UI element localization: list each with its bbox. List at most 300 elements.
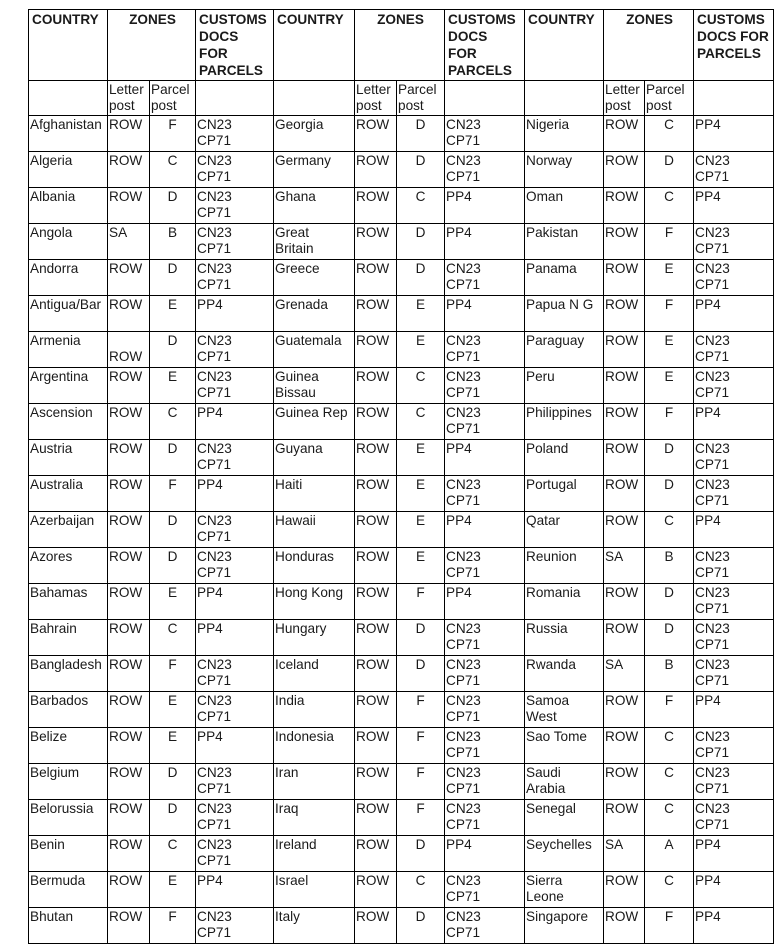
country-cell: Ghana	[274, 188, 355, 224]
parcel-post-cell: E	[150, 728, 196, 764]
country-cell: Iraq	[274, 800, 355, 836]
parcel-post-cell: C	[150, 152, 196, 188]
customs-docs-cell: CN23 CP71	[445, 260, 525, 296]
country-cell: Norway	[525, 152, 604, 188]
parcel-post-cell: C	[397, 368, 445, 404]
customs-docs-cell: CN23 CP71	[445, 908, 525, 944]
customs-docs-cell: CN23 CP71	[445, 872, 525, 908]
letter-post-cell: ROW	[604, 368, 645, 404]
zones-header: ZONES	[604, 10, 694, 81]
parcel-post-cell: F	[397, 584, 445, 620]
parcel-post-cell: E	[150, 296, 196, 332]
customs-docs-cell: CN23 CP71	[694, 224, 774, 260]
customs-docs-cell: PP4	[694, 836, 774, 872]
country-cell: Panama	[525, 260, 604, 296]
parcel-post-cell: D	[397, 260, 445, 296]
parcel-post-cell: D	[150, 332, 196, 368]
country-cell: Paraguay	[525, 332, 604, 368]
parcel-post-cell: F	[397, 692, 445, 728]
table-row	[29, 512, 774, 548]
table-row	[29, 188, 774, 224]
customs-docs-cell: CN23 CP71	[445, 116, 525, 152]
letter-post-cell: ROW	[108, 764, 150, 800]
letter-post-cell: ROW	[604, 728, 645, 764]
letter-post-cell: ROW	[604, 872, 645, 908]
parcel-post-cell: C	[397, 404, 445, 440]
customs-docs-cell: PP4	[445, 188, 525, 224]
table-row	[29, 296, 774, 332]
country-cell: Portugal	[525, 476, 604, 512]
letter-post-cell: ROW	[355, 836, 397, 872]
customs-docs-cell: CN23 CP71	[196, 512, 274, 548]
parcel-post-cell: D	[150, 188, 196, 224]
letter-post-cell: ROW	[355, 584, 397, 620]
letter-post-cell: SA	[604, 836, 645, 872]
table-row	[29, 872, 774, 908]
parcel-post-cell: C	[645, 872, 694, 908]
customs-docs-cell: CN23 CP71	[445, 728, 525, 764]
country-cell: Philippines	[525, 404, 604, 440]
country-cell: Austria	[29, 440, 108, 476]
country-cell: Bangladesh	[29, 656, 108, 692]
letter-post-cell: ROW	[108, 872, 150, 908]
customs-docs-cell: PP4	[445, 224, 525, 260]
parcel-post-cell: B	[645, 656, 694, 692]
country-cell: Senegal	[525, 800, 604, 836]
customs-docs-cell: CN23 CP71	[445, 368, 525, 404]
parcel-post-cell: E	[150, 872, 196, 908]
table-row	[29, 692, 774, 728]
country-cell: Algeria	[29, 152, 108, 188]
table-row	[29, 332, 774, 368]
letter-post-cell: ROW	[355, 332, 397, 368]
customs-docs-cell: CN23 CP71	[694, 548, 774, 584]
customs-docs-cell: CN23 CP71	[196, 260, 274, 296]
country-cell: Pakistan	[525, 224, 604, 260]
letter-post-cell: ROW	[604, 188, 645, 224]
parcel-post-cell: E	[397, 440, 445, 476]
country-cell: Belize	[29, 728, 108, 764]
letter-post-cell: ROW	[108, 260, 150, 296]
country-cell: Qatar	[525, 512, 604, 548]
parcel-post-cell: E	[645, 332, 694, 368]
empty-cell	[274, 81, 355, 116]
country-cell: Russia	[525, 620, 604, 656]
country-cell: Rwanda	[525, 656, 604, 692]
letter-post-cell: ROW	[108, 512, 150, 548]
parcel-post-cell: C	[397, 188, 445, 224]
table-row	[29, 620, 774, 656]
country-header: COUNTRY	[274, 10, 355, 81]
letter-post-cell: ROW	[108, 296, 150, 332]
parcel-post-cell: D	[150, 260, 196, 296]
letter-post-cell: SA	[604, 656, 645, 692]
table-row	[29, 440, 774, 476]
parcel-post-cell: E	[397, 548, 445, 584]
country-cell: Ireland	[274, 836, 355, 872]
country-cell: Albania	[29, 188, 108, 224]
customs-docs-cell: CN23 CP71	[445, 620, 525, 656]
customs-docs-cell: PP4	[196, 476, 274, 512]
customs-docs-cell: CN23 CP71	[445, 548, 525, 584]
letter-post-cell: ROW	[108, 152, 150, 188]
parcel-post-cell: F	[645, 224, 694, 260]
customs-docs-cell: CN23 CP71	[196, 152, 274, 188]
country-cell: Belorussia	[29, 800, 108, 836]
letter-post-cell: ROW	[604, 476, 645, 512]
letter-post-cell: ROW	[604, 800, 645, 836]
country-cell: Oman	[525, 188, 604, 224]
parcel-post-header: Parcel post	[397, 81, 445, 116]
country-cell: Argentina	[29, 368, 108, 404]
country-cell: Barbados	[29, 692, 108, 728]
letter-post-cell: ROW	[355, 620, 397, 656]
parcel-post-cell: F	[397, 764, 445, 800]
table-row	[29, 764, 774, 800]
customs-header: CUSTOMS DOCS FOR PARCELS	[196, 10, 274, 81]
customs-docs-cell: CN23 CP71	[196, 368, 274, 404]
zones-header: ZONES	[108, 10, 196, 81]
customs-docs-cell: CN23 CP71	[196, 332, 274, 368]
parcel-post-cell: C	[645, 188, 694, 224]
postal-zones-table	[28, 9, 774, 944]
letter-post-header: Letter post	[355, 81, 397, 116]
letter-post-cell: ROW	[355, 476, 397, 512]
parcel-post-cell: D	[150, 440, 196, 476]
letter-post-cell: ROW	[604, 296, 645, 332]
country-cell: Poland	[525, 440, 604, 476]
letter-post-cell: ROW	[108, 620, 150, 656]
table-row	[29, 908, 774, 944]
letter-post-cell: ROW	[355, 872, 397, 908]
parcel-post-cell: B	[150, 224, 196, 260]
letter-post-cell: ROW	[604, 512, 645, 548]
letter-post-cell: ROW	[108, 116, 150, 152]
parcel-post-cell: C	[150, 836, 196, 872]
country-header: COUNTRY	[29, 10, 108, 81]
country-cell: Guinea Bissau	[274, 368, 355, 404]
customs-docs-cell: PP4	[694, 116, 774, 152]
letter-post-cell: ROW	[355, 692, 397, 728]
customs-docs-cell: CN23 CP71	[196, 548, 274, 584]
customs-docs-cell: CN23 CP71	[196, 692, 274, 728]
country-cell: Seychelles	[525, 836, 604, 872]
letter-post-cell: ROW	[355, 116, 397, 152]
country-cell: Reunion	[525, 548, 604, 584]
country-cell: Armenia	[29, 332, 108, 368]
letter-post-cell: ROW	[108, 836, 150, 872]
country-cell: Ascension	[29, 404, 108, 440]
table-row	[29, 836, 774, 872]
letter-post-cell: ROW	[108, 188, 150, 224]
letter-post-cell: ROW	[355, 404, 397, 440]
customs-docs-cell: CN23 CP71	[694, 800, 774, 836]
parcel-post-cell: D	[397, 224, 445, 260]
customs-docs-cell: CN23 CP71	[196, 440, 274, 476]
letter-post-cell: ROW	[355, 296, 397, 332]
letter-post-cell: SA	[604, 548, 645, 584]
parcel-post-header: Parcel post	[645, 81, 694, 116]
empty-cell	[525, 81, 604, 116]
country-cell: India	[274, 692, 355, 728]
country-cell: Georgia	[274, 116, 355, 152]
customs-docs-cell: CN23 CP71	[445, 152, 525, 188]
country-cell: Guyana	[274, 440, 355, 476]
letter-post-cell: ROW	[355, 260, 397, 296]
parcel-post-cell: E	[645, 260, 694, 296]
parcel-post-cell: B	[645, 548, 694, 584]
country-cell: Azerbaijan	[29, 512, 108, 548]
empty-cell	[445, 81, 525, 116]
parcel-post-cell: D	[397, 836, 445, 872]
letter-post-cell: ROW	[108, 548, 150, 584]
parcel-post-cell: C	[645, 116, 694, 152]
country-cell: Great Britain	[274, 224, 355, 260]
letter-post-cell: SA	[108, 224, 150, 260]
parcel-post-cell: D	[645, 152, 694, 188]
parcel-post-cell: F	[150, 116, 196, 152]
letter-post-cell: ROW	[108, 908, 150, 944]
letter-post-cell: ROW	[604, 764, 645, 800]
letter-post-cell: ROW	[108, 584, 150, 620]
letter-post-cell: ROW	[355, 188, 397, 224]
customs-docs-cell: CN23 CP71	[694, 368, 774, 404]
table-body	[29, 116, 774, 944]
parcel-post-cell: E	[397, 476, 445, 512]
letter-post-cell: ROW	[108, 440, 150, 476]
country-cell: Angola	[29, 224, 108, 260]
letter-post-cell: ROW	[108, 656, 150, 692]
country-cell: Hungary	[274, 620, 355, 656]
customs-docs-cell: CN23 CP71	[694, 764, 774, 800]
country-cell: Saudi Arabia	[525, 764, 604, 800]
letter-post-cell: ROW	[355, 440, 397, 476]
letter-post-cell: ROW	[108, 332, 150, 368]
empty-cell	[694, 81, 774, 116]
country-cell: Hawaii	[274, 512, 355, 548]
table-row	[29, 728, 774, 764]
letter-post-cell: ROW	[355, 764, 397, 800]
customs-header: CUSTOMS DOCS FOR PARCELS	[445, 10, 525, 81]
parcel-post-cell: F	[397, 728, 445, 764]
letter-post-cell: ROW	[604, 584, 645, 620]
customs-docs-cell: PP4	[694, 512, 774, 548]
parcel-post-cell: C	[150, 620, 196, 656]
customs-docs-cell: CN23 CP71	[196, 116, 274, 152]
parcel-post-cell: D	[150, 800, 196, 836]
parcel-post-cell: D	[150, 548, 196, 584]
customs-docs-cell: PP4	[445, 440, 525, 476]
customs-docs-cell: CN23 CP71	[694, 476, 774, 512]
parcel-post-cell: D	[150, 512, 196, 548]
customs-docs-cell: PP4	[445, 296, 525, 332]
country-cell: Azores	[29, 548, 108, 584]
parcel-post-cell: D	[397, 152, 445, 188]
country-cell: Belgium	[29, 764, 108, 800]
parcel-post-cell: C	[645, 728, 694, 764]
header-row	[29, 10, 774, 81]
country-cell: Antigua/Bar	[29, 296, 108, 332]
country-cell: Hong Kong	[274, 584, 355, 620]
country-cell: Honduras	[274, 548, 355, 584]
letter-post-cell: ROW	[604, 908, 645, 944]
country-header: COUNTRY	[525, 10, 604, 81]
parcel-post-cell: D	[397, 116, 445, 152]
country-cell: Italy	[274, 908, 355, 944]
country-cell: Guatemala	[274, 332, 355, 368]
table-row	[29, 584, 774, 620]
letter-post-cell: ROW	[604, 332, 645, 368]
country-cell: Indonesia	[274, 728, 355, 764]
customs-docs-cell: CN23 CP71	[196, 656, 274, 692]
parcel-post-cell: E	[645, 368, 694, 404]
country-cell: Guinea Rep	[274, 404, 355, 440]
table-row	[29, 260, 774, 296]
customs-docs-cell: PP4	[196, 584, 274, 620]
country-cell: Iran	[274, 764, 355, 800]
customs-header: CUSTOMS DOCS FOR PARCELS	[694, 10, 774, 81]
table-row	[29, 224, 774, 260]
parcel-post-cell: F	[645, 296, 694, 332]
country-cell: Samoa West	[525, 692, 604, 728]
letter-post-header: Letter post	[108, 81, 150, 116]
customs-docs-cell: CN23 CP71	[445, 800, 525, 836]
customs-docs-cell: CN23 CP71	[694, 728, 774, 764]
letter-post-cell: ROW	[108, 404, 150, 440]
country-cell: Greece	[274, 260, 355, 296]
parcel-post-cell: C	[645, 764, 694, 800]
table-row	[29, 656, 774, 692]
letter-post-cell: ROW	[604, 116, 645, 152]
parcel-post-cell: E	[397, 512, 445, 548]
parcel-post-cell: F	[150, 476, 196, 512]
customs-docs-cell: PP4	[694, 188, 774, 224]
letter-post-cell: ROW	[604, 404, 645, 440]
letter-post-cell: ROW	[355, 368, 397, 404]
country-cell: Papua N G	[525, 296, 604, 332]
letter-post-cell: ROW	[108, 800, 150, 836]
letter-post-cell: ROW	[355, 908, 397, 944]
letter-post-cell: ROW	[604, 620, 645, 656]
country-cell: Romania	[525, 584, 604, 620]
letter-post-cell: ROW	[604, 260, 645, 296]
parcel-post-cell: C	[150, 404, 196, 440]
country-cell: Singapore	[525, 908, 604, 944]
customs-docs-cell: PP4	[694, 908, 774, 944]
country-cell: Benin	[29, 836, 108, 872]
letter-post-cell: ROW	[355, 656, 397, 692]
customs-docs-cell: CN23 CP71	[694, 656, 774, 692]
customs-docs-cell: CN23 CP71	[694, 440, 774, 476]
letter-post-cell: ROW	[108, 692, 150, 728]
parcel-post-cell: F	[645, 404, 694, 440]
letter-post-cell: ROW	[355, 548, 397, 584]
customs-docs-cell: CN23 CP71	[445, 476, 525, 512]
parcel-post-cell: F	[397, 800, 445, 836]
customs-docs-cell: PP4	[196, 872, 274, 908]
subheader-row	[29, 81, 774, 116]
customs-docs-cell: CN23 CP71	[694, 152, 774, 188]
table-row	[29, 404, 774, 440]
country-cell: Nigeria	[525, 116, 604, 152]
parcel-post-cell: D	[150, 764, 196, 800]
letter-post-cell: ROW	[604, 440, 645, 476]
table-row	[29, 116, 774, 152]
country-cell: Andorra	[29, 260, 108, 296]
customs-docs-cell: CN23 CP71	[445, 692, 525, 728]
letter-post-cell: ROW	[355, 224, 397, 260]
country-cell: Sao Tome	[525, 728, 604, 764]
parcel-post-cell: F	[645, 908, 694, 944]
letter-post-cell: ROW	[604, 224, 645, 260]
customs-docs-cell: CN23 CP71	[445, 764, 525, 800]
country-cell: Afghanistan	[29, 116, 108, 152]
table-row	[29, 800, 774, 836]
customs-docs-cell: PP4	[694, 296, 774, 332]
letter-post-cell: ROW	[108, 476, 150, 512]
parcel-post-cell: F	[150, 656, 196, 692]
customs-docs-cell: CN23 CP71	[445, 656, 525, 692]
country-cell: Bhutan	[29, 908, 108, 944]
letter-post-cell: ROW	[108, 368, 150, 404]
customs-docs-cell: PP4	[694, 872, 774, 908]
table-row	[29, 368, 774, 404]
parcel-post-cell: D	[397, 620, 445, 656]
customs-docs-cell: PP4	[445, 512, 525, 548]
customs-docs-cell: CN23 CP71	[694, 332, 774, 368]
country-cell: Iceland	[274, 656, 355, 692]
country-cell: Bahamas	[29, 584, 108, 620]
customs-docs-cell: CN23 CP71	[694, 584, 774, 620]
customs-docs-cell: PP4	[694, 404, 774, 440]
parcel-post-cell: E	[397, 332, 445, 368]
customs-docs-cell: CN23 CP71	[196, 764, 274, 800]
country-cell: Sierra Leone	[525, 872, 604, 908]
letter-post-cell: ROW	[604, 152, 645, 188]
parcel-post-cell: C	[645, 512, 694, 548]
customs-docs-cell: PP4	[445, 584, 525, 620]
customs-docs-cell: PP4	[196, 620, 274, 656]
letter-post-header: Letter post	[604, 81, 645, 116]
empty-cell	[196, 81, 274, 116]
parcel-post-cell: D	[645, 620, 694, 656]
parcel-post-cell: E	[150, 692, 196, 728]
customs-docs-cell: CN23 CP71	[196, 800, 274, 836]
parcel-post-cell: F	[150, 908, 196, 944]
customs-docs-cell: PP4	[694, 692, 774, 728]
letter-post-cell: ROW	[355, 728, 397, 764]
letter-post-cell: ROW	[355, 152, 397, 188]
parcel-post-cell: D	[397, 908, 445, 944]
country-cell: Israel	[274, 872, 355, 908]
letter-post-cell: ROW	[355, 800, 397, 836]
parcel-post-cell: D	[645, 584, 694, 620]
parcel-post-cell: D	[645, 476, 694, 512]
customs-docs-cell: CN23 CP71	[196, 188, 274, 224]
customs-docs-cell: CN23 CP71	[196, 224, 274, 260]
letter-post-cell: ROW	[108, 728, 150, 764]
table-row	[29, 152, 774, 188]
customs-docs-cell: PP4	[196, 728, 274, 764]
country-cell: Bahrain	[29, 620, 108, 656]
table-row	[29, 548, 774, 584]
customs-docs-cell: CN23 CP71	[694, 620, 774, 656]
parcel-post-cell: E	[150, 368, 196, 404]
empty-cell	[29, 81, 108, 116]
table-row	[29, 476, 774, 512]
parcel-post-cell: A	[645, 836, 694, 872]
parcel-post-cell: F	[645, 692, 694, 728]
